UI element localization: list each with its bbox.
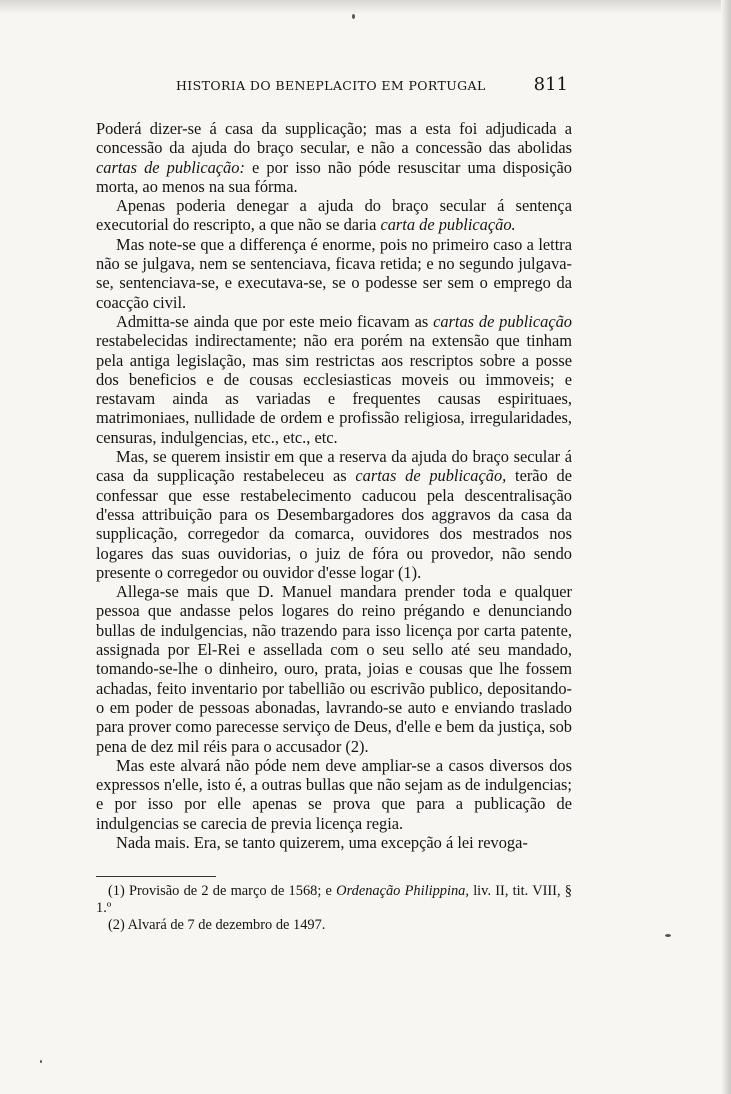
paragraph-5: Mas, se querem insistir em que a reserva da ajuda do braço secular á casa da supplicação restabeleceu as cartas de publicação, terão de confessar que esse restabelecimento caducou pela descentralisação d'essa attribuição para os Desembargadores dos aggravos da casa da supplicação, corregedor da comarca, ouvidores dos mestrados nos logares das suas ouvidorias, o juiz de fóra ou provedor, não sendo presente o corregedor ou ouvidor d'esse logar (1). — [96, 447, 572, 582]
footnotes — [96, 883, 572, 934]
paragraph-4: Admitta-se ainda que por este meio ficavam as cartas de publicação restabelecidas indirectamente; não era porém na extensão que tinham pela antiga legislação, mas sim restrictas aos rescriptos sobre a posse dos beneficios e de cousas ecclesiasticas moveis ou immoveis; e restavam ainda as variadas e frequentes causas espirituaes, matrimoniaes, nullidade de ordem e profissão religiosa, irregularidades, censuras, indulgencias, etc., etc., etc. — [96, 311, 572, 447]
paragraph-6: Allega-se mais que D. Manuel mandara prender toda e qualquer pessoa que andasse pelos logares do reino prégando e denunciando bullas de indulgencias, não trazendo para isso licença por carta patente, assignada por El-Rei e assellada com o seu sello até seu mandado, tomando-se-lhe o dinheiro, ouro, prata, joias e cousas que lhe fossem achadas, feito inventario por tabellião ou escrivão publico, depositando-o em poder de pessoas abonadas, lavrando-se auto e enviando traslado para prover como parecesse serviço de Deus, d'elle e bem da justiça, sob pena de dez mil réis para o accusador (2). — [96, 582, 572, 756]
paragraph-7: Mas este alvará não póde nem deve ampliar-se a casos diversos dos expressos n'elle, isto é, a outras bullas que não sejam as de indulgencias; e por isso por elle apenas se prova que para a publicação de indulgencias se carecia de previa licença regia. — [96, 755, 572, 833]
main-text — [96, 119, 572, 852]
ink-speck — [665, 934, 671, 937]
paragraph-3: Mas note-se que a differença é enorme, pois no primeiro caso a lettra não se julgava, nem se sentenciava, ficava retida; e no segundo julgava-se, sentenciava-se, e executava-se, se o podesse ser sem o emprego da coacção civil. — [96, 234, 572, 312]
footnote-1: (1) Provisão de 2 de março de 1568; e Ordenação Philippina, liv. II, tit. VIII, § 1.º — [96, 883, 572, 916]
ink-speck — [352, 14, 355, 19]
page-right-edge — [721, 0, 731, 1094]
running-title: HISTORIA DO BENEPLACITO EM PORTUGAL — [176, 78, 486, 93]
paragraph-2: Apenas poderia denegar a ajuda do braço secular á sentença executorial do rescripto, a que não se daria carta de publicação. — [96, 196, 572, 235]
page-number: 811 — [533, 74, 568, 95]
page-top-edge — [0, 0, 731, 14]
page-header — [96, 74, 572, 98]
paragraph-8: Nada mais. Era, se tanto quizerem, uma excepção á lei revoga- — [116, 832, 528, 852]
ink-speck — [40, 1060, 42, 1063]
footnote-divider — [96, 876, 216, 877]
footnote-2: (2) Alvará de 7 de dezembro de 1497. — [108, 917, 326, 933]
paragraph-1: Poderá dizer-se á casa da supplicação; mas a esta foi adjudicada a concessão da ajuda do braço secular, e não a concessão das abolidas cartas de publicação: e por isso não póde resuscitar uma disposição morta, ao menos na sua fórma. — [96, 119, 572, 196]
